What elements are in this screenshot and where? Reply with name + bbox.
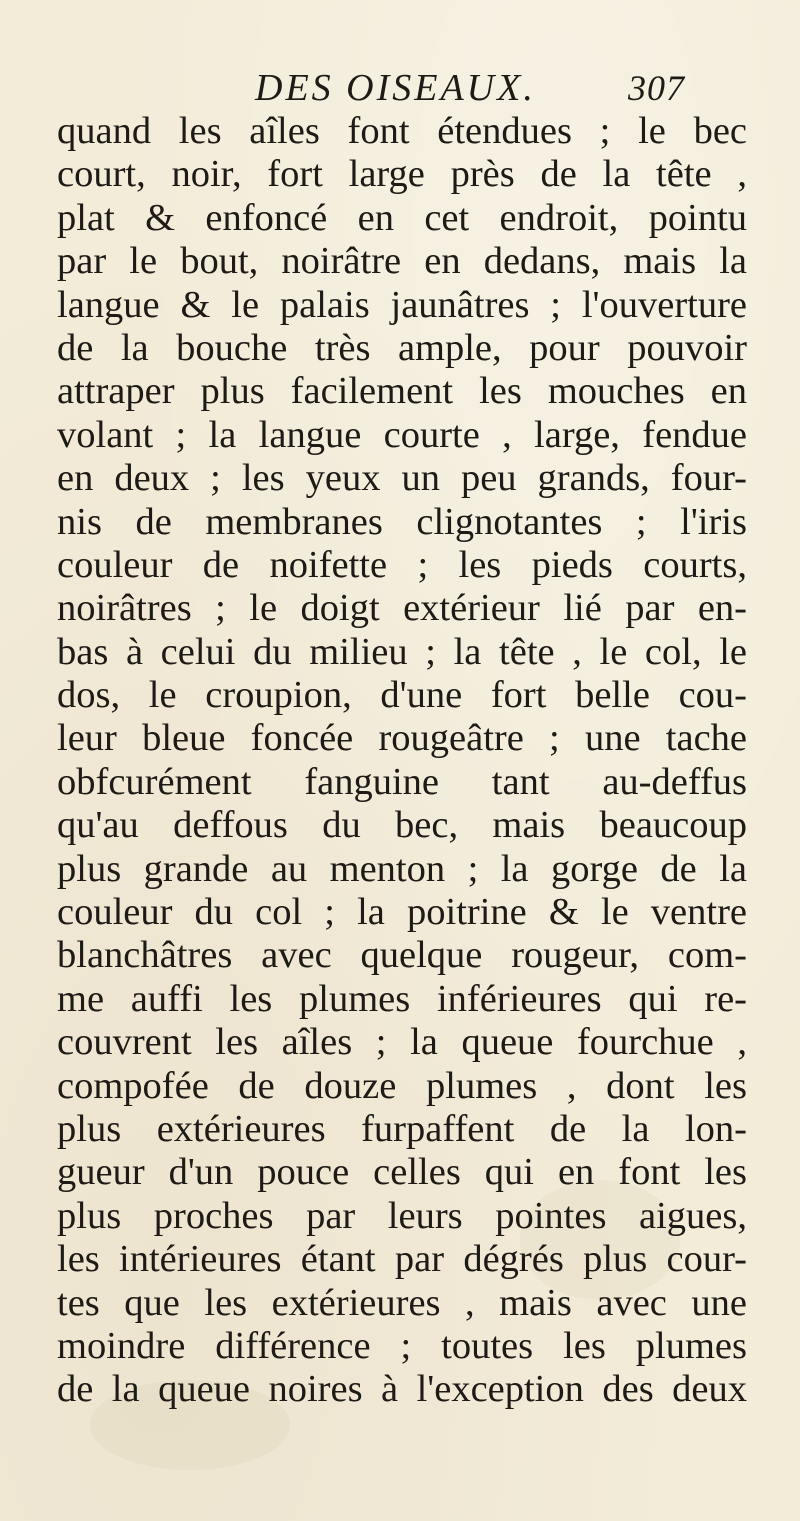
text-line: compofée de douze plumes , dont les <box>57 1064 747 1107</box>
text-line: couleur de noifette ; les pieds courts, <box>57 543 747 586</box>
text-line: plus grande au menton ; la gorge de la <box>57 847 747 890</box>
page-number: 307 <box>628 68 685 108</box>
text-line: nis de membranes clignotantes ; l'iris <box>57 500 747 543</box>
text-line: leur bleue foncée rougeâtre ; une tache <box>57 717 747 760</box>
text-line: dos, le croupion, d'une fort belle cou- <box>57 674 747 717</box>
text-line: quand les aîles font étendues ; le bec <box>57 110 747 152</box>
text-line: couvrent les aîles ; la queue fourchue , <box>57 1021 747 1064</box>
text-line: langue & le palais jaunâtres ; l'ouverture <box>57 283 747 326</box>
text-line: obfcurément fanguine tant au-deffus <box>57 760 747 803</box>
text-line: par le bout, noirâtre en dedans, mais la <box>57 240 747 283</box>
text-line: tes que les extérieures , mais avec une <box>57 1281 747 1324</box>
text-line: de la bouche très ample, pour pouvoir <box>57 326 747 369</box>
text-line: plus extérieures furpaffent de la lon- <box>57 1107 747 1150</box>
text-line: blanchâtres avec quelque rougeur, com- <box>57 934 747 977</box>
text-line: qu'au deffous du bec, mais beaucoup <box>57 804 747 847</box>
text-line: court, noir, fort large près de la tête , <box>57 153 747 196</box>
text-line: couleur du col ; la poitrine & le ventre <box>57 891 747 934</box>
page-header <box>255 58 685 118</box>
text-line: en deux ; les yeux un peu grands, four- <box>57 457 747 500</box>
text-line: de la queue noires à l'exception des deux <box>57 1368 747 1411</box>
text-line: attraper plus facilement les mouches en <box>57 370 747 413</box>
text-line: moindre différence ; toutes les plumes <box>57 1324 747 1367</box>
text-line: plus proches par leurs pointes aigues, <box>57 1194 747 1237</box>
text-line: les intérieures étant par dégrés plus cour- <box>57 1238 747 1281</box>
text-line: bas à celui du milieu ; la tête , le col, le <box>57 630 747 673</box>
body-text <box>57 110 747 1412</box>
text-line: volant ; la langue courte , large, fendue <box>57 413 747 456</box>
running-head: DES OISEAUX. <box>255 67 536 109</box>
text-line: me auffi les plumes inférieures qui re- <box>57 977 747 1020</box>
text-line: gueur d'un pouce celles qui en font les <box>57 1151 747 1194</box>
text-line: noirâtres ; le doigt extérieur lié par en- <box>57 587 747 630</box>
text-line: plat & enfoncé en cet endroit, pointu <box>57 196 747 239</box>
